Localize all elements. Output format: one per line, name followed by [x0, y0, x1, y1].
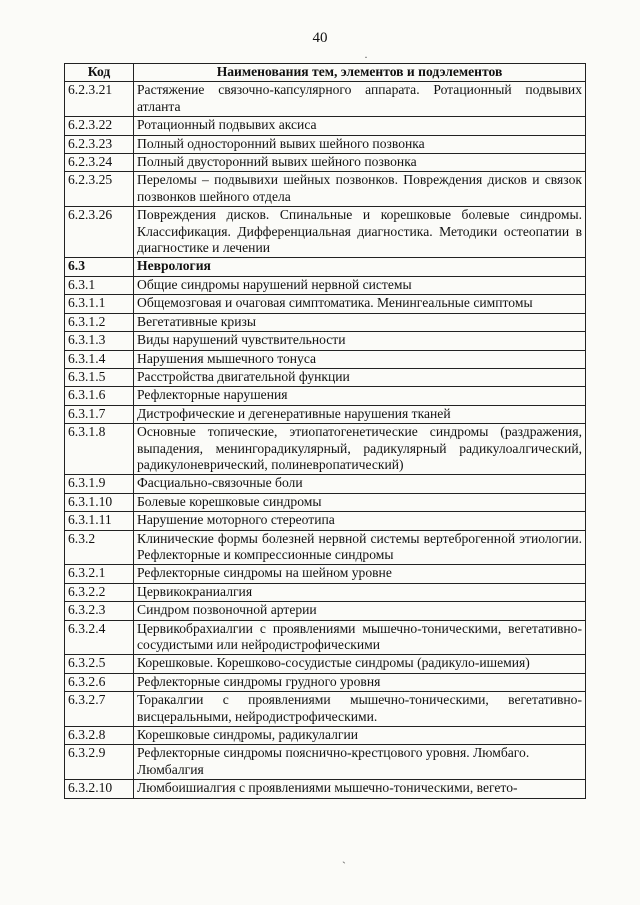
row-code: 6.3.1 [65, 276, 134, 294]
table-row [65, 673, 586, 691]
row-code: 6.3.2.8 [65, 727, 134, 745]
row-code: 6.3.1.11 [65, 512, 134, 530]
table-row [65, 82, 586, 117]
row-code: 6.2.3.23 [65, 135, 134, 153]
table-row [65, 530, 586, 565]
table-row [65, 295, 586, 313]
row-name: Дистрофические и дегенеративные нарушения тканей [134, 405, 586, 423]
table-row [65, 135, 586, 153]
row-code: 6.3.2.7 [65, 692, 134, 727]
row-code: 6.2.3.25 [65, 172, 134, 207]
row-name: Корешковые синдромы, радикулалгии [134, 727, 586, 745]
table-row [65, 424, 586, 475]
row-name: Общие синдромы нарушений нервной системы [134, 276, 586, 294]
row-name: Люмбоишиалгия с проявлениями мышечно-тоническими, вегето- [134, 780, 586, 798]
row-name: Нарушения мышечного тонуса [134, 350, 586, 368]
row-name: Основные топические, этиопатогенетические синдромы (раздражения, выпадения, менингорадикулярный, радикулярный радикулоалгический, радикулоневрический, полиневропатический) [134, 424, 586, 475]
table-row [65, 602, 586, 620]
table-row [65, 655, 586, 673]
row-code: 6.3 [65, 258, 134, 276]
row-code: 6.3.1.10 [65, 493, 134, 511]
row-name: Ротационный подвывих аксиса [134, 117, 586, 135]
table-body [65, 82, 586, 798]
table-row [65, 117, 586, 135]
table-row [65, 332, 586, 350]
row-name: Нарушение моторного стереотипа [134, 512, 586, 530]
row-code: 6.3.1.1 [65, 295, 134, 313]
row-code: 6.3.2.1 [65, 565, 134, 583]
row-code: 6.3.2 [65, 530, 134, 565]
row-name: Цервикобрахиалгии с проявлениями мышечно-тоническими, вегетативно-сосудистыми или нейродистрофическими [134, 620, 586, 655]
row-name: Цервикокраниалгия [134, 583, 586, 601]
row-code: 6.2.3.21 [65, 82, 134, 117]
row-code: 6.3.1.3 [65, 332, 134, 350]
row-name: Неврология [134, 258, 586, 276]
row-code: 6.3.1.5 [65, 368, 134, 386]
column-header-name: Наименования тем, элементов и подэлементов [134, 64, 586, 82]
table-row [65, 780, 586, 798]
row-code: 6.3.2.5 [65, 655, 134, 673]
table-row [65, 350, 586, 368]
row-name: Полный односторонний вывих шейного позвонка [134, 135, 586, 153]
scan-speck: ˎ [342, 850, 346, 864]
table-row [65, 405, 586, 423]
row-code: 6.3.1.9 [65, 475, 134, 493]
table-row [65, 565, 586, 583]
row-name: Общемозговая и очаговая симптоматика. Менингеальные симптомы [134, 295, 586, 313]
row-code: 6.3.2.3 [65, 602, 134, 620]
row-code: 6.3.2.6 [65, 673, 134, 691]
table-row [65, 727, 586, 745]
row-name: Торакалгии с проявлениями мышечно-тоническими, вегетативно-висцеральными, нейродистрофическими. [134, 692, 586, 727]
table-row [65, 583, 586, 601]
table-row [65, 475, 586, 493]
row-name: Вегетативные кризы [134, 313, 586, 331]
table-header-row [65, 64, 586, 82]
row-code: 6.2.3.22 [65, 117, 134, 135]
row-code: 6.3.2.10 [65, 780, 134, 798]
row-name: Виды нарушений чувствительности [134, 332, 586, 350]
table-row [65, 258, 586, 276]
table-row [65, 368, 586, 386]
table-row [65, 692, 586, 727]
row-code: 6.3.1.8 [65, 424, 134, 475]
column-header-code: Код [65, 64, 134, 82]
row-code: 6.3.1.6 [65, 387, 134, 405]
table-row [65, 493, 586, 511]
row-name: Корешковые. Корешково-сосудистые синдромы (радикуло-ишемия) [134, 655, 586, 673]
table-row [65, 207, 586, 258]
row-code: 6.3.1.2 [65, 313, 134, 331]
table-row [65, 276, 586, 294]
page-number: 40 [312, 30, 328, 46]
row-code: 6.2.3.26 [65, 207, 134, 258]
table-row [65, 387, 586, 405]
row-name: Рефлекторные нарушения [134, 387, 586, 405]
row-code: 6.2.3.24 [65, 154, 134, 172]
row-code: 6.3.1.4 [65, 350, 134, 368]
row-name: Полный двусторонний вывих шейного позвонка [134, 154, 586, 172]
row-name: Переломы – подвывихи шейных позвонков. Повреждения дисков и связок позвонков шейного отдела [134, 172, 586, 207]
row-code: 6.3.2.4 [65, 620, 134, 655]
row-code: 6.3.1.7 [65, 405, 134, 423]
row-code: 6.3.2.9 [65, 745, 134, 780]
row-name: Рефлекторные синдромы пояснично-крестцового уровня. Люмбаго. Люмбалгия [134, 745, 586, 780]
row-name: Рефлекторные синдромы на шейном уровне [134, 565, 586, 583]
row-name: Рефлекторные синдромы грудного уровня [134, 673, 586, 691]
scan-speck: · [364, 50, 368, 64]
table-row [65, 172, 586, 207]
table-row [65, 745, 586, 780]
row-code: 6.3.2.2 [65, 583, 134, 601]
row-name: Расстройства двигательной функции [134, 368, 586, 386]
table-row [65, 512, 586, 530]
row-name: Болевые корешковые синдромы [134, 493, 586, 511]
row-name: Синдром позвоночной артерии [134, 602, 586, 620]
row-name: Растяжение связочно-капсулярного аппарата. Ротационный подвывих атланта [134, 82, 586, 117]
row-name: Клинические формы болезней нервной системы вертеброгенной этиологии. Рефлекторные и компрессионные синдромы [134, 530, 586, 565]
table-row [65, 313, 586, 331]
table-row [65, 154, 586, 172]
curriculum-table [64, 63, 586, 799]
row-name: Фасциально-связочные боли [134, 475, 586, 493]
table-row [65, 620, 586, 655]
row-name: Повреждения дисков. Спинальные и корешковые болевые синдромы. Классификация. Дифференциальная диагностика. Методики остеопатии в диагностике и лечении [134, 207, 586, 258]
